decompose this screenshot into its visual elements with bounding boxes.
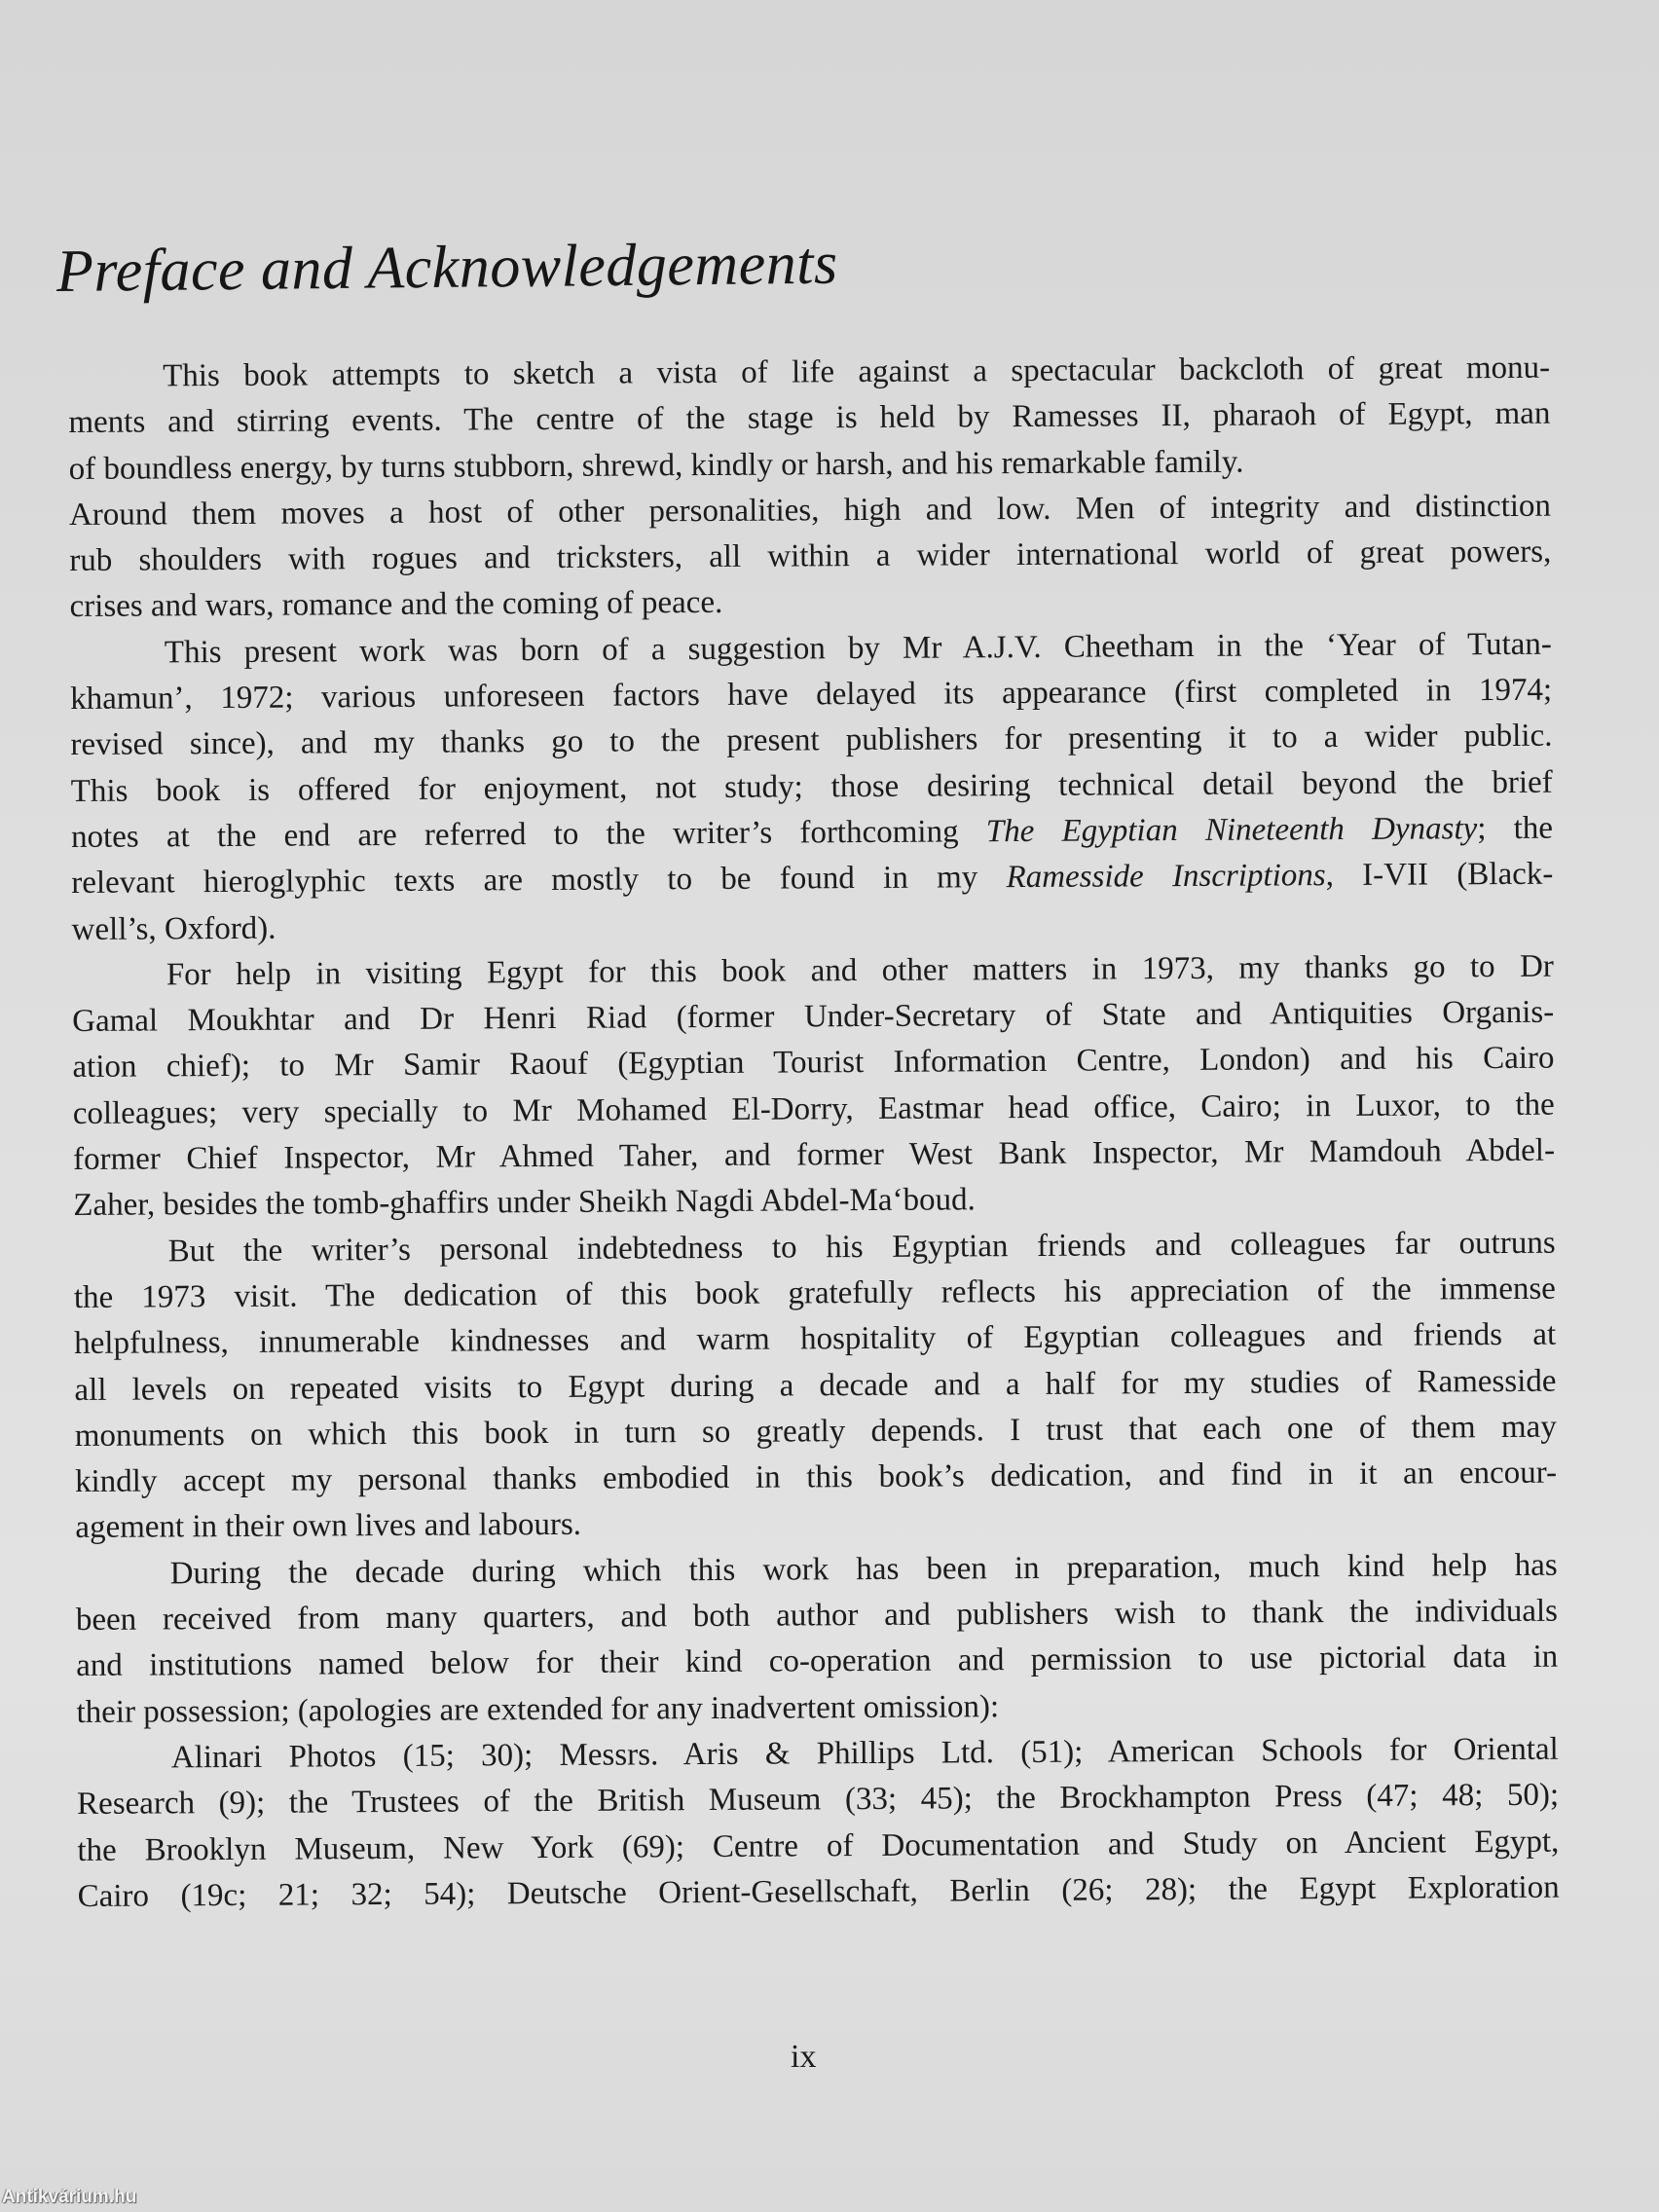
- line-text: Alinari Photos (15; 30); Messrs. Aris & Phillips Ltd. (51); American Schools for Oriental: [170, 1731, 1559, 1776]
- line-text: of boundless energy, by turns stubborn, shrewd, kindly or harsh, and his remarkable family.: [68, 444, 1244, 487]
- line-text: well’s, Oxford).: [71, 910, 276, 947]
- page-title: Preface and Acknowledgements: [55, 230, 838, 305]
- line-text: This book attempts to sketch a vista of life against a spectacular backcloth of great monu-: [163, 350, 1551, 394]
- line-text: and institutions named below for their kind co-operation and permission to use pictorial data in: [76, 1639, 1559, 1684]
- line-text: been received from many quarters, and both author and publishers wish to thank the individuals: [75, 1593, 1559, 1638]
- line-text: Cairo (19c; 21; 32; 54); Deutsche Orient-Gesellschaft, Berlin (26; 28); the Egypt Exploration: [77, 1869, 1560, 1914]
- body-text: [68, 346, 1560, 1920]
- line-text: This book is offered for enjoyment, not study; those desiring technical detail beyond the brief: [70, 764, 1553, 809]
- line-text: Zaher, besides the tomb-ghaffirs under Sheikh Nagdi Abdel-Ma‘boud.: [73, 1182, 976, 1224]
- page-number: ix: [791, 2039, 817, 2075]
- text-line: [76, 1635, 1558, 1690]
- text-line: [68, 391, 1550, 447]
- line-text: Gamal Moukhtar and Dr Henri Riad (former Under-Secretary of State and Antiquities Organis-: [72, 994, 1555, 1040]
- text-line: [74, 1312, 1556, 1368]
- line-text: This present work was born of a suggestion by Mr A.J.V. Cheetham in the ‘Year of Tutan-: [164, 626, 1552, 671]
- line-text: khamun’, 1972; various unforeseen factors have delayed its appearance (first completed in 1974;: [70, 672, 1553, 718]
- line-text: the 1973 visit. The dedication of this book gratefully reflects his appreciation of the immense: [73, 1271, 1557, 1315]
- line-text: , I-VII (Black-: [1325, 856, 1554, 894]
- line-text: their possession; (apologies are extended for any inadvertent omission):: [76, 1688, 1000, 1730]
- line-text: ation chief); to Mr Samir Raouf (Egyptian Tourist Information Centre, London) and his Cairo: [72, 1041, 1555, 1086]
- line-text: revised since), and my thanks go to the present publishers for presenting it to a wider public.: [70, 719, 1553, 763]
- text-line: [73, 1128, 1555, 1184]
- watermark: Antikvárium.hu: [2, 2187, 137, 2207]
- text-line: [69, 530, 1551, 585]
- line-text: Research (9); the Trustees of the British Museum (33; 45); the Brockhampton Press (47; 48; 50);: [76, 1777, 1560, 1823]
- line-text: former Chief Inspector, Mr Ahmed Taher, and former West Bank Inspector, Mr Mamdouh Abdel-: [72, 1132, 1556, 1178]
- italic-title: Ramesside Inscriptions: [1006, 858, 1326, 896]
- line-text: notes at the end are referred to the writer’s forthcoming: [70, 814, 986, 855]
- line-text: crises and wars, romance and the coming of peace.: [69, 585, 723, 625]
- line-text: ments and stirring events. The centre of the stage is held by Ramesses II, pharaoh of Egypt, man: [68, 395, 1551, 441]
- text-line: [71, 852, 1553, 907]
- line-text: During the decade during which this work has been in preparation, much kind help has: [169, 1547, 1558, 1592]
- text-line: [78, 1864, 1560, 1920]
- line-text: ; the: [1477, 810, 1554, 847]
- line-text: rub shoulders with rogues and tricksters, all within a wider international world of great powers,: [69, 534, 1552, 579]
- line-text: kindly accept my personal thanks embodied in this book’s dedication, and find in it an encour-: [74, 1455, 1558, 1500]
- line-text: relevant hieroglyphic texts are mostly to be found in my: [71, 860, 1007, 902]
- line-text: colleagues; very specially to Mr Mohamed El-Dorry, Eastmar head office, Cairo; in Luxor, to the: [72, 1087, 1555, 1131]
- line-text: helpfulness, innumerable kindnesses and warm hospitality of Egyptian colleagues and friends at: [74, 1316, 1557, 1362]
- line-text: the Brooklyn Museum, New York (69); Centre of Documentation and Study on Ancient Egypt,: [77, 1824, 1560, 1868]
- line-text: Around them moves a host of other personalities, high and low. Men of integrity and distinction: [68, 488, 1552, 533]
- line-text: monuments on which this book in turn so greatly depends. I trust that each one of them may: [74, 1409, 1557, 1454]
- text-line: [75, 1451, 1557, 1506]
- line-text: agement in their own lives and labours.: [75, 1507, 582, 1546]
- line-text: all levels on repeated visits to Egypt during a decade and a half for my studies of Ramesside: [74, 1363, 1557, 1408]
- text-line: [77, 1773, 1559, 1828]
- line-text: For help in visiting Egypt for this book and other matters in 1973, my thanks go to Dr: [166, 948, 1554, 993]
- line-text: But the writer’s personal indebtedness to his Egyptian friends and colleagues far outruns: [167, 1225, 1556, 1270]
- italic-title: The Egyptian Nineteenth Dynasty: [985, 811, 1478, 850]
